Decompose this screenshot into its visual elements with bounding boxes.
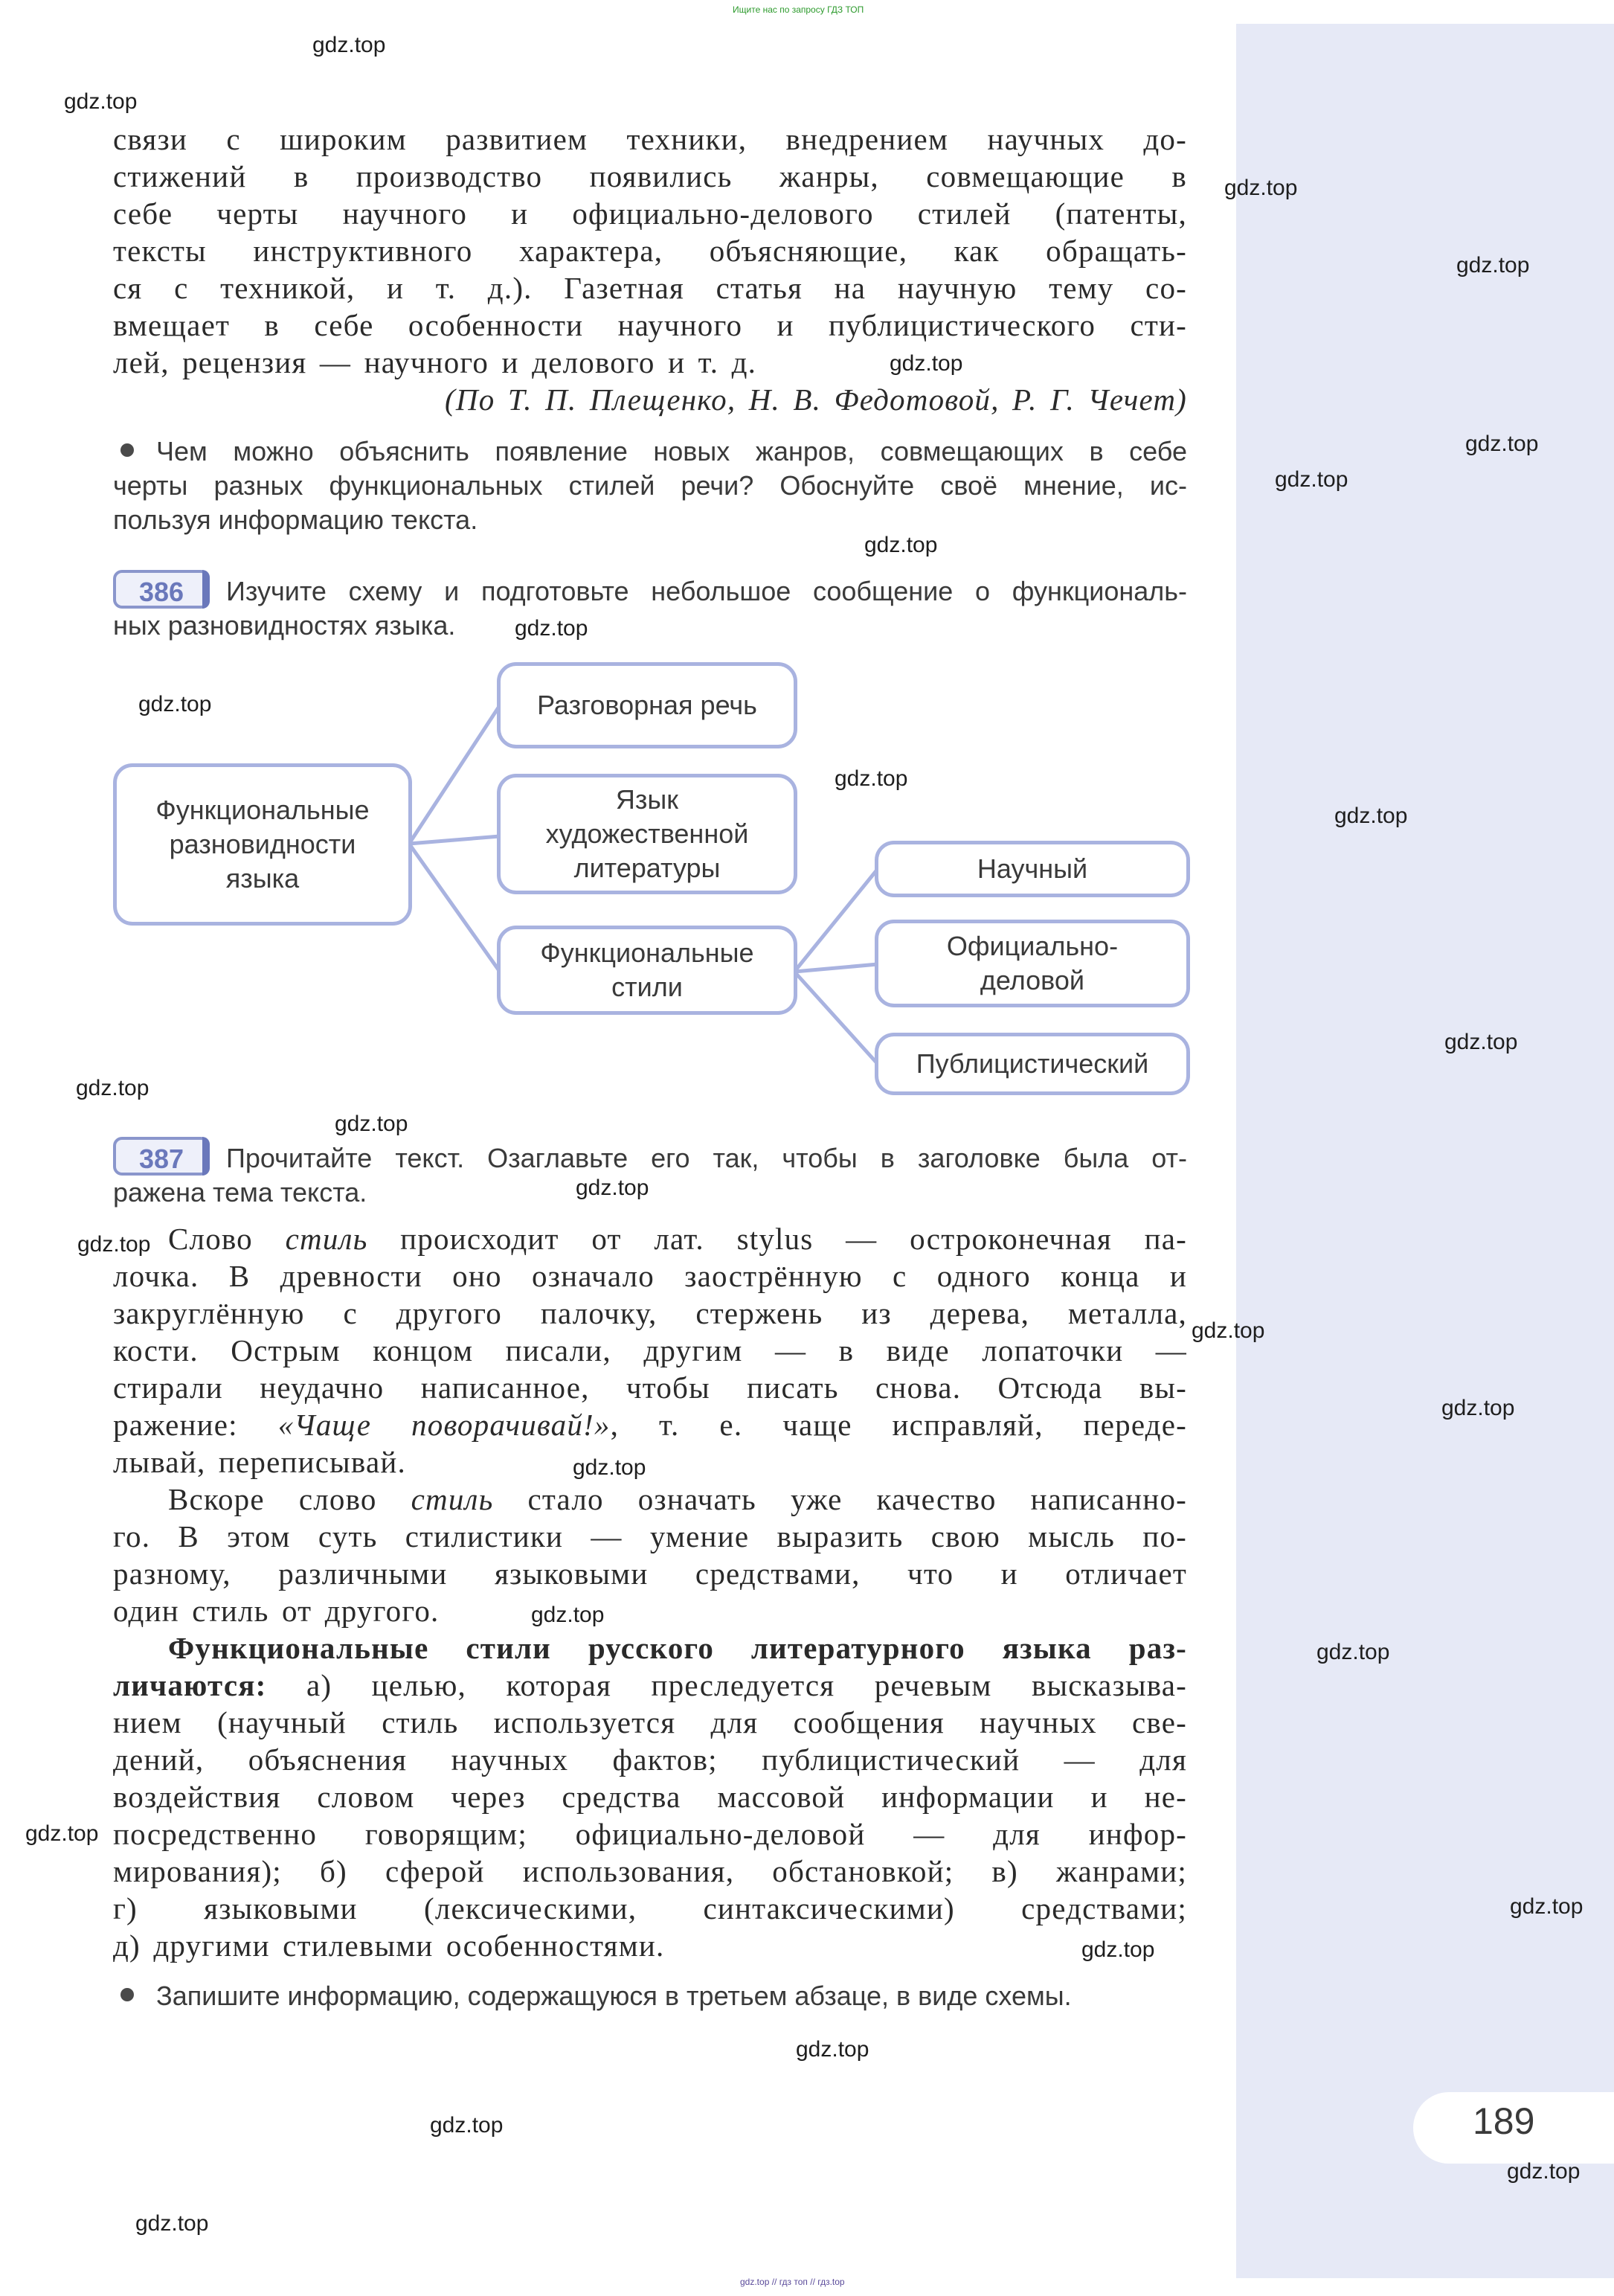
text-line: стижений в производство появились жанры, совмещающие в: [113, 159, 1187, 193]
text-line: ся с техникой, и т. д.). Газетная статья на научную тему со-: [113, 271, 1187, 305]
text-line: Вскоре слово стиль стало означать уже качество написанно-: [168, 1482, 1188, 1516]
diagram-node-colloquial-speech: Разговорная речь: [497, 662, 797, 748]
diagram-node-scientific: Научный: [875, 841, 1190, 897]
exercise-number-badge: 387: [113, 1137, 210, 1176]
text-line: го. В этом суть стилистики — умение выразить свою мысль по-: [113, 1519, 1187, 1553]
watermark: gdz.top: [515, 616, 588, 641]
diagram-node-official-business: Официально- деловой: [875, 920, 1190, 1007]
watermark: gdz.top: [1334, 804, 1408, 828]
page-number: 189: [1473, 2100, 1535, 2142]
watermark: gdz.top: [138, 692, 212, 716]
text-line: разному, различными языковыми средствами, что и отличает: [113, 1556, 1187, 1591]
watermark: gdz.top: [1507, 2159, 1581, 2184]
text-line: Функциональные стили русского литературного языка раз-: [168, 1631, 1187, 1665]
text-line: нием (научный стиль используется для сообщения научных све-: [113, 1705, 1187, 1739]
question-line: Чем можно объяснить появление новых жанров, совмещающих в себе: [156, 436, 1187, 466]
watermark: gdz.top: [64, 89, 138, 114]
watermark: gdz.top: [1510, 1894, 1584, 1919]
text-line: д) другими стилевыми особенностями.: [113, 1928, 665, 1963]
watermark: gdz.top: [335, 1112, 408, 1136]
text-line: кости. Острым концом писали, другим — в виде лопаточки —: [113, 1333, 1187, 1367]
text-line: закруглённую с другого палочку, стержень из дерева, металла,: [113, 1296, 1187, 1330]
footer-note: gdz.top // гдз топ // гдз.top: [740, 2277, 845, 2287]
text-line: один стиль от другого.: [113, 1594, 440, 1628]
diagram-node-journalistic: Публицистический: [875, 1033, 1190, 1095]
text-line: связи с широким развитием техники, внедрением научных до-: [113, 122, 1187, 156]
bullet-icon: [120, 1988, 134, 2001]
text-line: лей, рецензия — научного и делового и т. д.: [113, 345, 757, 379]
text-line: ражение: «Чаще поворачивай!», т. е. чаще исправляй, переде-: [113, 1408, 1187, 1442]
text-line: личаются: а) целью, которая преследуется речевым высказыва-: [113, 1668, 1187, 1702]
watermark: gdz.top: [430, 2113, 504, 2138]
watermark: gdz.top: [890, 351, 963, 376]
exercise-task-line: ражена тема текста.: [113, 1177, 367, 1208]
watermark: gdz.top: [1192, 1318, 1265, 1343]
diagram-node-functional-styles: Функциональные стили: [497, 926, 797, 1015]
watermark: gdz.top: [835, 766, 908, 791]
watermark: gdz.top: [531, 1603, 605, 1627]
question-line: пользуя информацию текста.: [113, 504, 478, 535]
question-line: Запишите информацию, содержащуюся в третьем абзаце, в виде схемы.: [156, 1981, 1072, 2011]
watermark: gdz.top: [864, 533, 938, 557]
watermark: gdz.top: [1316, 1640, 1390, 1664]
watermark: gdz.top: [573, 1455, 646, 1480]
watermark: gdz.top: [312, 33, 386, 57]
watermark: gdz.top: [1444, 1030, 1518, 1054]
watermark: gdz.top: [76, 1076, 149, 1100]
watermark: gdz.top: [25, 1821, 99, 1846]
text-line: мирования); б) сферой использования, обстановкой; в) жанрами;: [113, 1854, 1187, 1888]
watermark: gdz.top: [135, 2211, 209, 2236]
watermark: gdz.top: [1081, 1937, 1155, 1962]
text-line: стирали неудачно написанное, чтобы писать снова. Отсюда вы-: [113, 1370, 1187, 1405]
question-line: черты разных функциональных стилей речи? Обоснуйте своё мнение, ис-: [113, 470, 1187, 501]
diagram-node-fiction-language: Язык художественной литературы: [497, 774, 797, 894]
text-line: Слово стиль происходит от лат. stylus — остроконечная па-: [168, 1222, 1187, 1256]
text-line: посредственно говорящим; официально-деловой — для инфор-: [113, 1817, 1187, 1851]
watermark: gdz.top: [1441, 1396, 1515, 1420]
exercise-task-line: Прочитайте текст. Озаглавьте его так, чтобы в заголовке была от-: [226, 1143, 1187, 1173]
watermark: gdz.top: [1465, 432, 1539, 456]
text-line: тексты инструктивного характера, объясняющие, как обращать-: [113, 234, 1187, 268]
text-line: дений, объяснения научных фактов; публицистический — для: [113, 1742, 1187, 1777]
exercise-task-line: Изучите схему и подготовьте небольшое сообщение о функциональ-: [226, 576, 1187, 606]
exercise-task-line: ных разновидностях языка.: [113, 610, 456, 641]
watermark: gdz.top: [576, 1176, 649, 1200]
text-line: вмещает в себе особенности научного и публицистического сти-: [113, 308, 1187, 342]
exercise-number-badge: 386: [113, 570, 210, 609]
text-line: себе черты научного и официально-делового стилей (патенты,: [113, 196, 1187, 231]
watermark: gdz.top: [77, 1232, 151, 1257]
text-line: лочка. В древности оно означало заострённую с одного конца и: [113, 1259, 1187, 1293]
watermark: gdz.top: [1224, 176, 1298, 200]
text-line: лывай, переписывай.: [113, 1445, 406, 1479]
header-note: Ищите нас по запросу ГДЗ ТОП: [733, 4, 864, 15]
source-attribution: (По Т. П. Плещенко, Н. В. Федотовой, Р. Г. Чечет): [445, 382, 1187, 417]
diagram-node-root: Функциональные разновидности языка: [113, 763, 412, 926]
text-line: г) языковыми (лексическими, синтаксическими) средствами;: [113, 1891, 1187, 1925]
watermark: gdz.top: [1456, 253, 1530, 278]
watermark: gdz.top: [796, 2037, 869, 2062]
text-line: воздействия словом через средства массовой информации и не-: [113, 1780, 1187, 1814]
watermark: gdz.top: [1275, 467, 1348, 492]
